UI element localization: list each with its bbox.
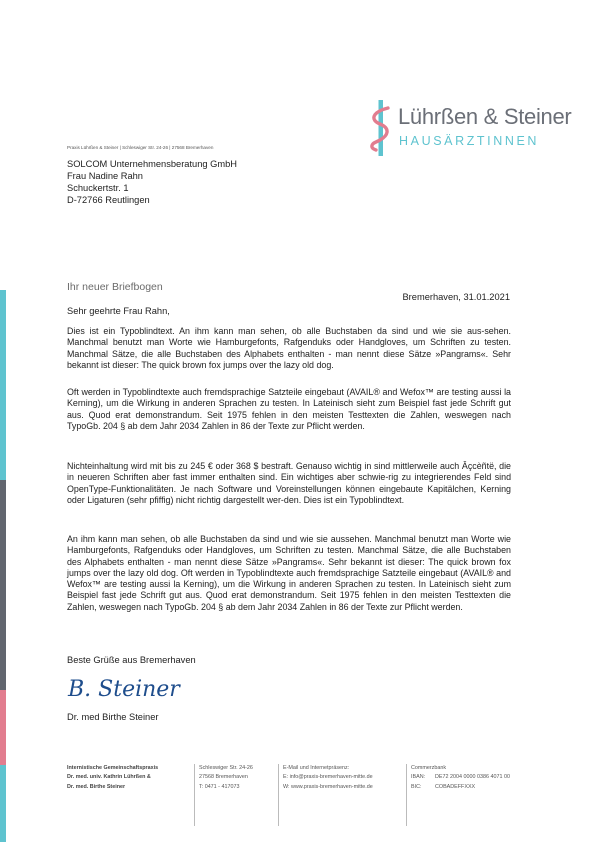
body-paragraph-1: Dies ist ein Typoblindtext. An ihm kann man sehen, ob alle Buchstaben da sind und wie sie aus-sehen. Manchmal benutzt man Worte wie Hamburgefonts, Rafgenduks oder Handgloves, um Schriften zu testen. Manchmal Sätze, die alle Buchstaben des Alphabets enthalten - man nennt diese Sätze »Pangrams«. Sehr bekannt ist dieser: The quick brown fox jumps over the lazy old dog. bbox=[67, 326, 511, 370]
footer-doctor-1: Dr. med. univ. Kathrin Lührßen & bbox=[67, 774, 151, 781]
body-paragraph-3: Nichteinhaltung wird mit bis zu 245 € oder 368 $ bestraft. Genauso wichtig in sind mittlerweile auch Âçcèñtë, die in neueren Schriften aber fast immer enthalten sind. Ein wichtiges aber schwie-rig zu integrierendes Feld sind OpenType-Funktionalitäten. Je nach Software und Voreinstellungen können eingebaute Kapitälchen, Kerning oder Ligaturen (sehr pfiffig) nicht richtig dargestellt wer-den. Dies ist ein Typoblindtext. bbox=[67, 461, 511, 505]
footer-bic: COBADEFFXXX bbox=[435, 783, 476, 790]
edge-band-pink bbox=[0, 690, 6, 765]
recipient-company: SOLCOM Unternehmensberatung GmbH bbox=[67, 159, 237, 169]
footer-bank bbox=[411, 764, 510, 824]
footer-divider-2 bbox=[278, 764, 279, 826]
practice-logo bbox=[368, 100, 572, 156]
logo-subtitle: HAUSÄRZTINNEN bbox=[399, 134, 540, 148]
body-paragraph-4: An ihm kann man sehen, ob alle Buchstaben da sind und wie sie aussehen. Manchmal benutzt man Worte wie Hamburgefonts, Rafgenduks oder Handgloves, um Schriften zu testen. Manchmal Sätze, die alle Buchstaben des Alphabets enthalten - man nennt diese Sätze »Pangrams«. Sehr bekannt ist dieser: The quick brown fox jumps over the lazy old dog. Oft werden in Typoblindtexte auch fremdsprachige Satzteile eingebaut (AVAIL® and Wefox™ are testing aussi la Kerning), um die Wirkung in anderen Sprachen zu testen. In Lateinisch sieht zum Beispiel fast jede Schrift gut aus. Quod erat demonstrandum. Seit 1975 fehlen in den meisten Testtexten die Zahlen, weswegen nach TypoGb. 204 § ab dem Jahr 2034 Zahlen in 86 der Texte zur Pflicht werden. bbox=[67, 534, 511, 612]
logo-name: Lührßen & Steiner bbox=[398, 104, 572, 129]
recipient-street: Schuckertstr. 1 bbox=[67, 183, 129, 194]
handwritten-signature bbox=[66, 672, 196, 704]
signer-name: Dr. med Birthe Steiner bbox=[67, 712, 159, 722]
letter-subject: Ihr neuer Briefbogen bbox=[67, 281, 163, 293]
footer-doctor-2: Dr. med. Birthe Steiner bbox=[67, 783, 126, 790]
footer-contact-heading: E-Mail und Internetpräsenz: bbox=[283, 765, 350, 771]
svg-text:B. Steiner: B. Steiner bbox=[68, 677, 180, 702]
footer-divider-3 bbox=[406, 764, 407, 826]
edge-band-teal-top bbox=[0, 290, 6, 480]
footer-email[interactable]: E: info@praxis-bremerhaven-mitte.de bbox=[283, 774, 373, 781]
caduceus-icon bbox=[368, 100, 394, 156]
recipient-person: Frau Nadine Rahn bbox=[67, 171, 143, 182]
closing-phrase: Beste Grüße aus Bremerhaven bbox=[67, 655, 196, 665]
footer-divider-1 bbox=[194, 764, 195, 826]
footer-practice bbox=[67, 764, 158, 824]
footer-city: 27568 Bremerhaven bbox=[199, 774, 248, 781]
edge-band-teal-bottom bbox=[0, 765, 6, 842]
letter-date: Bremerhaven, 31.01.2021 bbox=[402, 292, 510, 302]
footer-contact bbox=[283, 764, 373, 824]
footer-address bbox=[199, 764, 253, 824]
footer-bic-row bbox=[411, 783, 510, 792]
body-paragraph-2: Oft werden in Typoblindtexte auch fremdsprachige Satzteile eingebaut (AVAIL® and Wefox™ are testing aussi la Kerning), um die Wirkung in anderen Sprachen zu testen. In Lateinisch sieht zum Beispiel fast jede Schrift gut aus. Quod erat demonstrandum. Seit 1975 fehlen in den meisten Testtexten die Zahlen, weswegen nach TypoGb. 204 § ab dem Jahr 2034 Zahlen in 86 der Texte zur Pflicht werden. bbox=[67, 387, 511, 431]
footer-practice-type: Internistische Gemeinschaftspraxis bbox=[67, 765, 159, 771]
salutation: Sehr geehrte Frau Rahn, bbox=[67, 306, 170, 316]
footer-iban: DE72 2004 0000 0386 4071 00 bbox=[435, 774, 510, 781]
sender-return-line: Praxis Lührßen & Steiner | Schleswiger Str. 24-26 | 27568 Bremerhaven bbox=[67, 145, 214, 150]
recipient-city: D-72766 Reutlingen bbox=[67, 195, 150, 206]
footer-phone: T: 0471 - 417073 bbox=[199, 783, 240, 790]
footer-website[interactable]: W: www.praxis-bremerhaven-mitte.de bbox=[283, 783, 373, 790]
footer-bic-label: BIC: bbox=[411, 783, 422, 790]
footer-iban-label: IBAN: bbox=[411, 774, 426, 781]
edge-band-slate bbox=[0, 480, 6, 690]
footer-street: Schleswiger Str. 24-26 bbox=[199, 765, 253, 771]
footer-bank-name: Commerzbank bbox=[411, 765, 447, 771]
recipient-address bbox=[67, 158, 237, 206]
footer-iban-row bbox=[411, 773, 510, 782]
